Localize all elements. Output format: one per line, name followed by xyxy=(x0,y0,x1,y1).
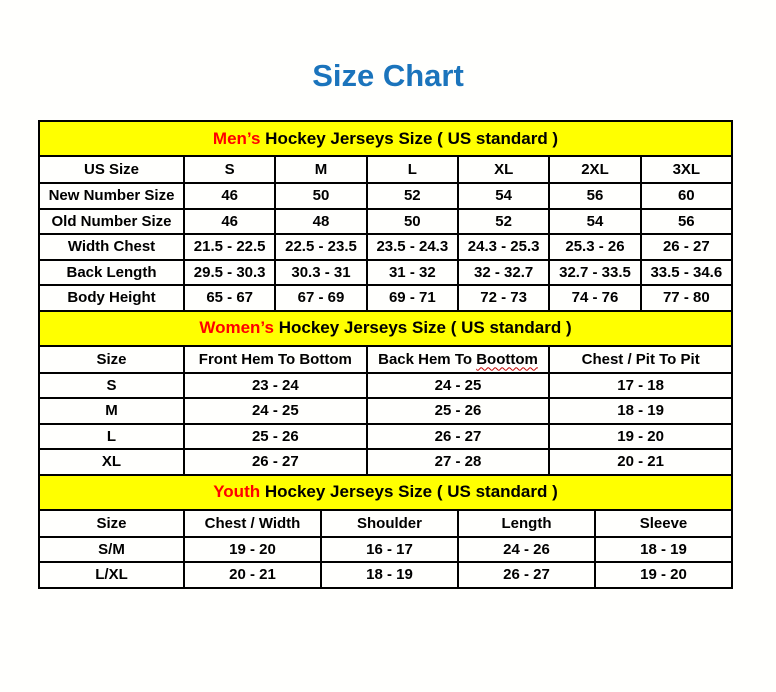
youth-size-table xyxy=(38,474,733,589)
womens-misspelled-word: Boottom xyxy=(476,350,538,368)
youth-table-cell: 19 - 20 xyxy=(184,537,321,563)
youth-table-cell: 16 - 17 xyxy=(321,537,458,563)
womens-table-cell: 25 - 26 xyxy=(184,424,367,450)
womens-size-table xyxy=(38,310,733,476)
mens-table-cell: 54 xyxy=(458,183,549,209)
womens-row-label: M xyxy=(39,398,184,424)
mens-table-cell: 50 xyxy=(275,183,366,209)
womens-column-header: Chest / Pit To Pit xyxy=(549,346,732,373)
youth-table-cell: 26 - 27 xyxy=(458,562,595,588)
mens-table-cell: 72 - 73 xyxy=(458,285,549,311)
youth-band-accent-word: Youth xyxy=(213,482,261,501)
mens-table-cell: 29.5 - 30.3 xyxy=(184,260,275,286)
mens-column-header: S xyxy=(184,156,275,183)
womens-column-header: Size xyxy=(39,346,184,373)
mens-section-title: Men’s Hockey Jerseys Size ( US standard ) xyxy=(39,121,732,156)
mens-table-cell: 69 - 71 xyxy=(367,285,458,311)
womens-table-cell: 18 - 19 xyxy=(549,398,732,424)
womens-column-header: Front Hem To Bottom xyxy=(184,346,367,373)
womens-header-row xyxy=(39,346,732,373)
youth-table-row xyxy=(39,537,732,563)
mens-table-cell: 56 xyxy=(641,209,732,235)
mens-table-row xyxy=(39,209,732,235)
mens-table-row xyxy=(39,260,732,286)
mens-table-cell: 65 - 67 xyxy=(184,285,275,311)
youth-table-cell: 18 - 19 xyxy=(595,537,732,563)
mens-table-cell: 32 - 32.7 xyxy=(458,260,549,286)
mens-row-label: Old Number Size xyxy=(39,209,184,235)
youth-header-row xyxy=(39,510,732,537)
mens-row-label: Body Height xyxy=(39,285,184,311)
womens-table-row xyxy=(39,398,732,424)
mens-table-cell: 24.3 - 25.3 xyxy=(458,234,549,260)
mens-table-cell: 60 xyxy=(641,183,732,209)
mens-table-cell: 52 xyxy=(458,209,549,235)
mens-row-label: Back Length xyxy=(39,260,184,286)
mens-column-header: 2XL xyxy=(549,156,640,183)
mens-table-cell: 22.5 - 23.5 xyxy=(275,234,366,260)
mens-column-header: M xyxy=(275,156,366,183)
youth-table-cell: 20 - 21 xyxy=(184,562,321,588)
mens-table-cell: 74 - 76 xyxy=(549,285,640,311)
mens-table-cell: 31 - 32 xyxy=(367,260,458,286)
size-tables-container xyxy=(38,120,733,589)
womens-table-row xyxy=(39,373,732,399)
youth-table-cell: 24 - 26 xyxy=(458,537,595,563)
mens-size-table xyxy=(38,120,733,312)
womens-table-cell: 26 - 27 xyxy=(184,449,367,475)
mens-band-accent-word: Men’s xyxy=(212,128,261,148)
youth-column-header: Length xyxy=(458,510,595,537)
womens-table-cell: 24 - 25 xyxy=(367,373,550,399)
youth-row-label: L/XL xyxy=(39,562,184,588)
womens-section-band xyxy=(39,311,732,346)
youth-table-row xyxy=(39,562,732,588)
youth-section-band xyxy=(39,475,732,510)
womens-table-cell: 24 - 25 xyxy=(184,398,367,424)
youth-section-title: Youth Hockey Jerseys Size ( US standard ) xyxy=(39,475,732,510)
mens-table-cell: 32.7 - 33.5 xyxy=(549,260,640,286)
youth-column-header: Shoulder xyxy=(321,510,458,537)
mens-table-cell: 54 xyxy=(549,209,640,235)
mens-column-header: L xyxy=(367,156,458,183)
womens-row-label: L xyxy=(39,424,184,450)
mens-table-cell: 46 xyxy=(184,209,275,235)
mens-table-cell: 26 - 27 xyxy=(641,234,732,260)
mens-table-cell: 67 - 69 xyxy=(275,285,366,311)
mens-table-row xyxy=(39,285,732,311)
youth-row-label: S/M xyxy=(39,537,184,563)
mens-row-label: New Number Size xyxy=(39,183,184,209)
womens-table-cell: 26 - 27 xyxy=(367,424,550,450)
womens-table-cell: 20 - 21 xyxy=(549,449,732,475)
womens-band-accent-word: Women’s xyxy=(199,318,274,337)
mens-header-row xyxy=(39,156,732,183)
mens-table-row xyxy=(39,234,732,260)
youth-table-cell: 19 - 20 xyxy=(595,562,732,588)
womens-row-label: S xyxy=(39,373,184,399)
mens-table-row xyxy=(39,183,732,209)
mens-table-cell: 77 - 80 xyxy=(641,285,732,311)
mens-table-cell: 30.3 - 31 xyxy=(275,260,366,286)
mens-table-cell: 48 xyxy=(275,209,366,235)
womens-table-cell: 25 - 26 xyxy=(367,398,550,424)
womens-table-cell: 23 - 24 xyxy=(184,373,367,399)
mens-section-band xyxy=(39,121,732,156)
womens-table-cell: 19 - 20 xyxy=(549,424,732,450)
womens-table-cell: 27 - 28 xyxy=(367,449,550,475)
mens-table-cell: 56 xyxy=(549,183,640,209)
womens-table-row xyxy=(39,449,732,475)
mens-column-header: 3XL xyxy=(641,156,732,183)
womens-row-label: XL xyxy=(39,449,184,475)
mens-table-cell: 25.3 - 26 xyxy=(549,234,640,260)
womens-table-row xyxy=(39,424,732,450)
mens-row-label: Width Chest xyxy=(39,234,184,260)
mens-table-cell: 50 xyxy=(367,209,458,235)
womens-section-title: Women’s Hockey Jerseys Size ( US standard ) xyxy=(39,311,732,346)
womens-table-cell: 17 - 18 xyxy=(549,373,732,399)
youth-column-header: Size xyxy=(39,510,184,537)
youth-column-header: Sleeve xyxy=(595,510,732,537)
youth-table-cell: 18 - 19 xyxy=(321,562,458,588)
mens-column-header: US Size xyxy=(39,156,184,183)
youth-column-header: Chest / Width xyxy=(184,510,321,537)
mens-column-header: XL xyxy=(458,156,549,183)
mens-table-cell: 46 xyxy=(184,183,275,209)
mens-table-cell: 21.5 - 22.5 xyxy=(184,234,275,260)
womens-column-header: Back Hem To Boottom xyxy=(367,346,550,373)
mens-table-cell: 23.5 - 24.3 xyxy=(367,234,458,260)
mens-table-cell: 52 xyxy=(367,183,458,209)
page-title: Size Chart xyxy=(312,58,464,93)
mens-table-cell: 33.5 - 34.6 xyxy=(641,260,732,286)
